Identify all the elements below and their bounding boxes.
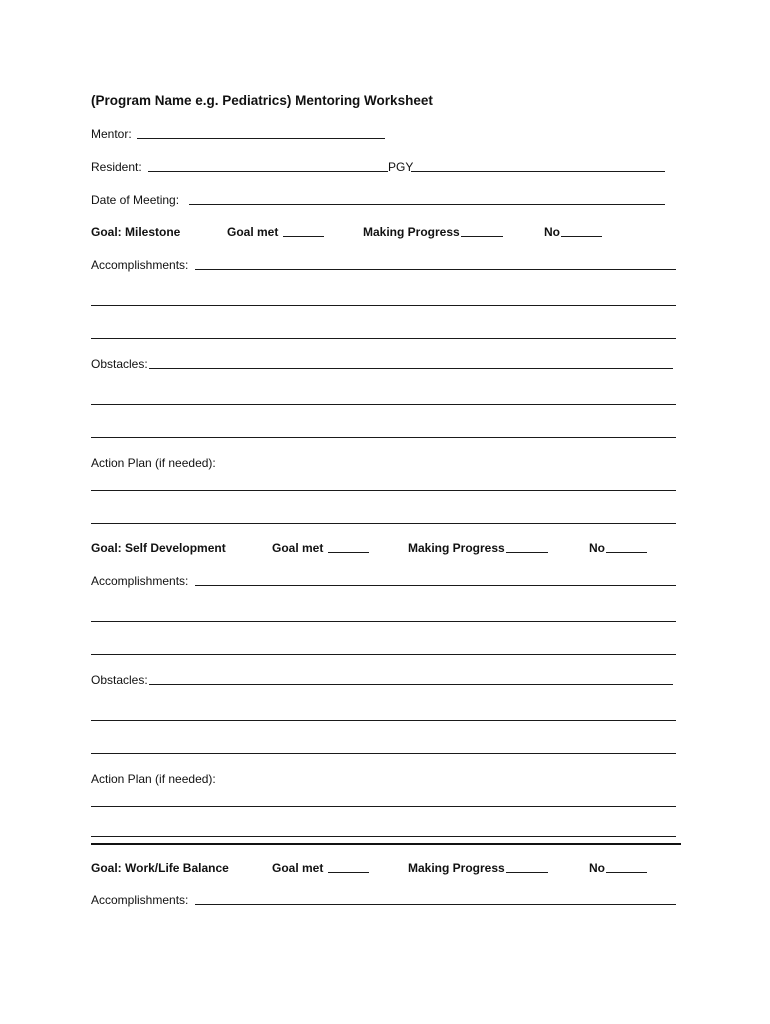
accomplishments-field[interactable] bbox=[195, 585, 676, 586]
goal-met-label: Goal met bbox=[227, 225, 279, 239]
no-field[interactable] bbox=[606, 872, 647, 873]
accomplishments-field[interactable] bbox=[195, 269, 676, 270]
no-label: No bbox=[589, 861, 605, 875]
making-progress-label: Making Progress bbox=[408, 541, 505, 555]
action-plan-label: Action Plan (if needed): bbox=[91, 456, 216, 470]
obstacles-label: Obstacles: bbox=[91, 673, 148, 687]
accomplishments-label: Accomplishments: bbox=[91, 574, 189, 588]
accomplishments-line[interactable] bbox=[91, 654, 676, 655]
no-field[interactable] bbox=[561, 236, 602, 237]
goal-label: Goal: Self Development bbox=[91, 541, 226, 555]
obstacles-line[interactable] bbox=[91, 404, 676, 405]
obstacles-field[interactable] bbox=[149, 368, 673, 369]
action-plan-label: Action Plan (if needed): bbox=[91, 772, 216, 786]
resident-label: Resident: bbox=[91, 160, 142, 174]
no-label: No bbox=[544, 225, 560, 239]
no-field[interactable] bbox=[606, 552, 647, 553]
pgy-label: PGY bbox=[388, 160, 414, 174]
action-plan-line[interactable] bbox=[91, 490, 676, 491]
obstacles-line[interactable] bbox=[91, 720, 676, 721]
date-field[interactable] bbox=[189, 204, 665, 205]
resident-field[interactable] bbox=[148, 171, 388, 172]
making-progress-field[interactable] bbox=[461, 236, 503, 237]
mentor-label: Mentor: bbox=[91, 127, 132, 141]
goal-label: Goal: Work/Life Balance bbox=[91, 861, 229, 875]
page-title: (Program Name e.g. Pediatrics) Mentoring Worksheet bbox=[91, 93, 433, 108]
goal-met-field[interactable] bbox=[328, 872, 369, 873]
goal-met-field[interactable] bbox=[283, 236, 324, 237]
action-plan-line[interactable] bbox=[91, 836, 676, 837]
accomplishments-line[interactable] bbox=[91, 621, 676, 622]
goal-label: Goal: Milestone bbox=[91, 225, 181, 239]
obstacles-label: Obstacles: bbox=[91, 357, 148, 371]
accomplishments-label: Accomplishments: bbox=[91, 893, 189, 907]
obstacles-line[interactable] bbox=[91, 753, 676, 754]
obstacles-field[interactable] bbox=[149, 684, 673, 685]
accomplishments-line[interactable] bbox=[91, 338, 676, 339]
goal-met-label: Goal met bbox=[272, 541, 324, 555]
making-progress-label: Making Progress bbox=[363, 225, 460, 239]
obstacles-line[interactable] bbox=[91, 437, 676, 438]
making-progress-field[interactable] bbox=[506, 552, 548, 553]
action-plan-line[interactable] bbox=[91, 806, 676, 807]
mentor-field[interactable] bbox=[137, 138, 385, 139]
action-plan-line[interactable] bbox=[91, 523, 676, 524]
goal-met-label: Goal met bbox=[272, 861, 324, 875]
making-progress-label: Making Progress bbox=[408, 861, 505, 875]
pgy-field[interactable] bbox=[411, 171, 665, 172]
making-progress-field[interactable] bbox=[506, 872, 548, 873]
accomplishments-line[interactable] bbox=[91, 305, 676, 306]
section-divider bbox=[91, 843, 681, 845]
accomplishments-field[interactable] bbox=[195, 904, 676, 905]
accomplishments-label: Accomplishments: bbox=[91, 258, 189, 272]
date-label: Date of Meeting: bbox=[91, 193, 180, 207]
goal-met-field[interactable] bbox=[328, 552, 369, 553]
no-label: No bbox=[589, 541, 605, 555]
